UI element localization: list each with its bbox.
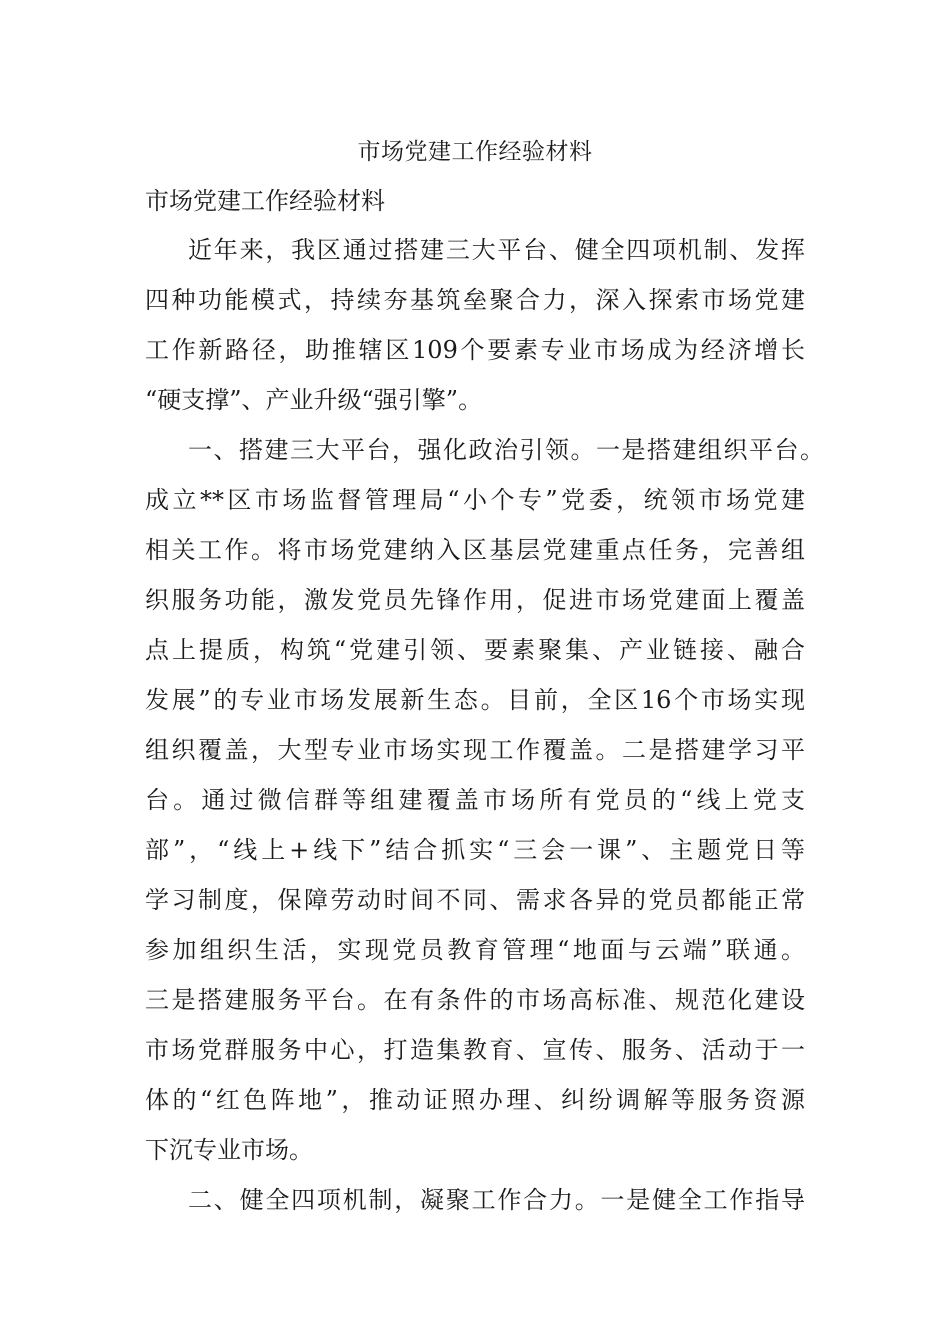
paragraph-line: 体的“红色阵地”，推动证照办理、纠纷调解等服务资源	[145, 1086, 805, 1114]
document-subtitle: 市场党建工作经验材料	[145, 187, 385, 215]
paragraph-line: 部”，“线上+线下”结合抓实“三会一课”、主题党日等	[145, 836, 805, 864]
paragraph-line: 相关工作。将市场党建纳入区基层党建重点任务，完善组	[145, 536, 805, 564]
paragraph-line: 下沉专业市场。	[145, 1136, 313, 1164]
paragraph-line: 发展”的专业市场发展新生态。目前，全区16个市场实现	[145, 686, 805, 714]
paragraph-line: 一、搭建三大平台，强化政治引领。一是搭建组织平台。	[188, 436, 824, 464]
paragraph-line: 市场党群服务中心，打造集教育、宣传、服务、活动于一	[145, 1036, 805, 1064]
paragraph-line: 织服务功能，激发党员先锋作用，促进市场党建面上覆盖	[145, 586, 805, 614]
paragraph-line: 三是搭建服务平台。在有条件的市场高标准、规范化建设	[145, 986, 805, 1014]
paragraph-line: 二、健全四项机制，凝聚工作合力。一是健全工作指导	[188, 1186, 805, 1214]
paragraph-line: 点上提质，构筑“党建引领、要素聚集、产业链接、融合	[145, 636, 805, 664]
paragraph-line: 参加组织生活，实现党员教育管理“地面与云端”联通。	[145, 936, 805, 964]
document-title: 市场党建工作经验材料	[357, 139, 593, 165]
paragraph-line: 台。通过微信群等组建覆盖市场所有党员的“线上党支	[145, 786, 805, 814]
paragraph-line: 组织覆盖，大型专业市场实现工作覆盖。二是搭建学习平	[145, 736, 805, 764]
paragraph-line: 近年来，我区通过搭建三大平台、健全四项机制、发挥	[188, 236, 805, 264]
paragraph-line: “硬支撑”、产业升级“强引擎”。	[145, 386, 483, 414]
paragraph-line: 四种功能模式，持续夯基筑垒聚合力，深入探索市场党建	[145, 286, 805, 314]
paragraph-line: 成立**区市场监督管理局“小个专”党委，统领市场党建	[145, 486, 805, 514]
paragraph-line: 工作新路径，助推辖区109个要素专业市场成为经济增长	[145, 336, 805, 364]
paragraph-line: 学习制度，保障劳动时间不同、需求各异的党员都能正常	[145, 886, 805, 914]
